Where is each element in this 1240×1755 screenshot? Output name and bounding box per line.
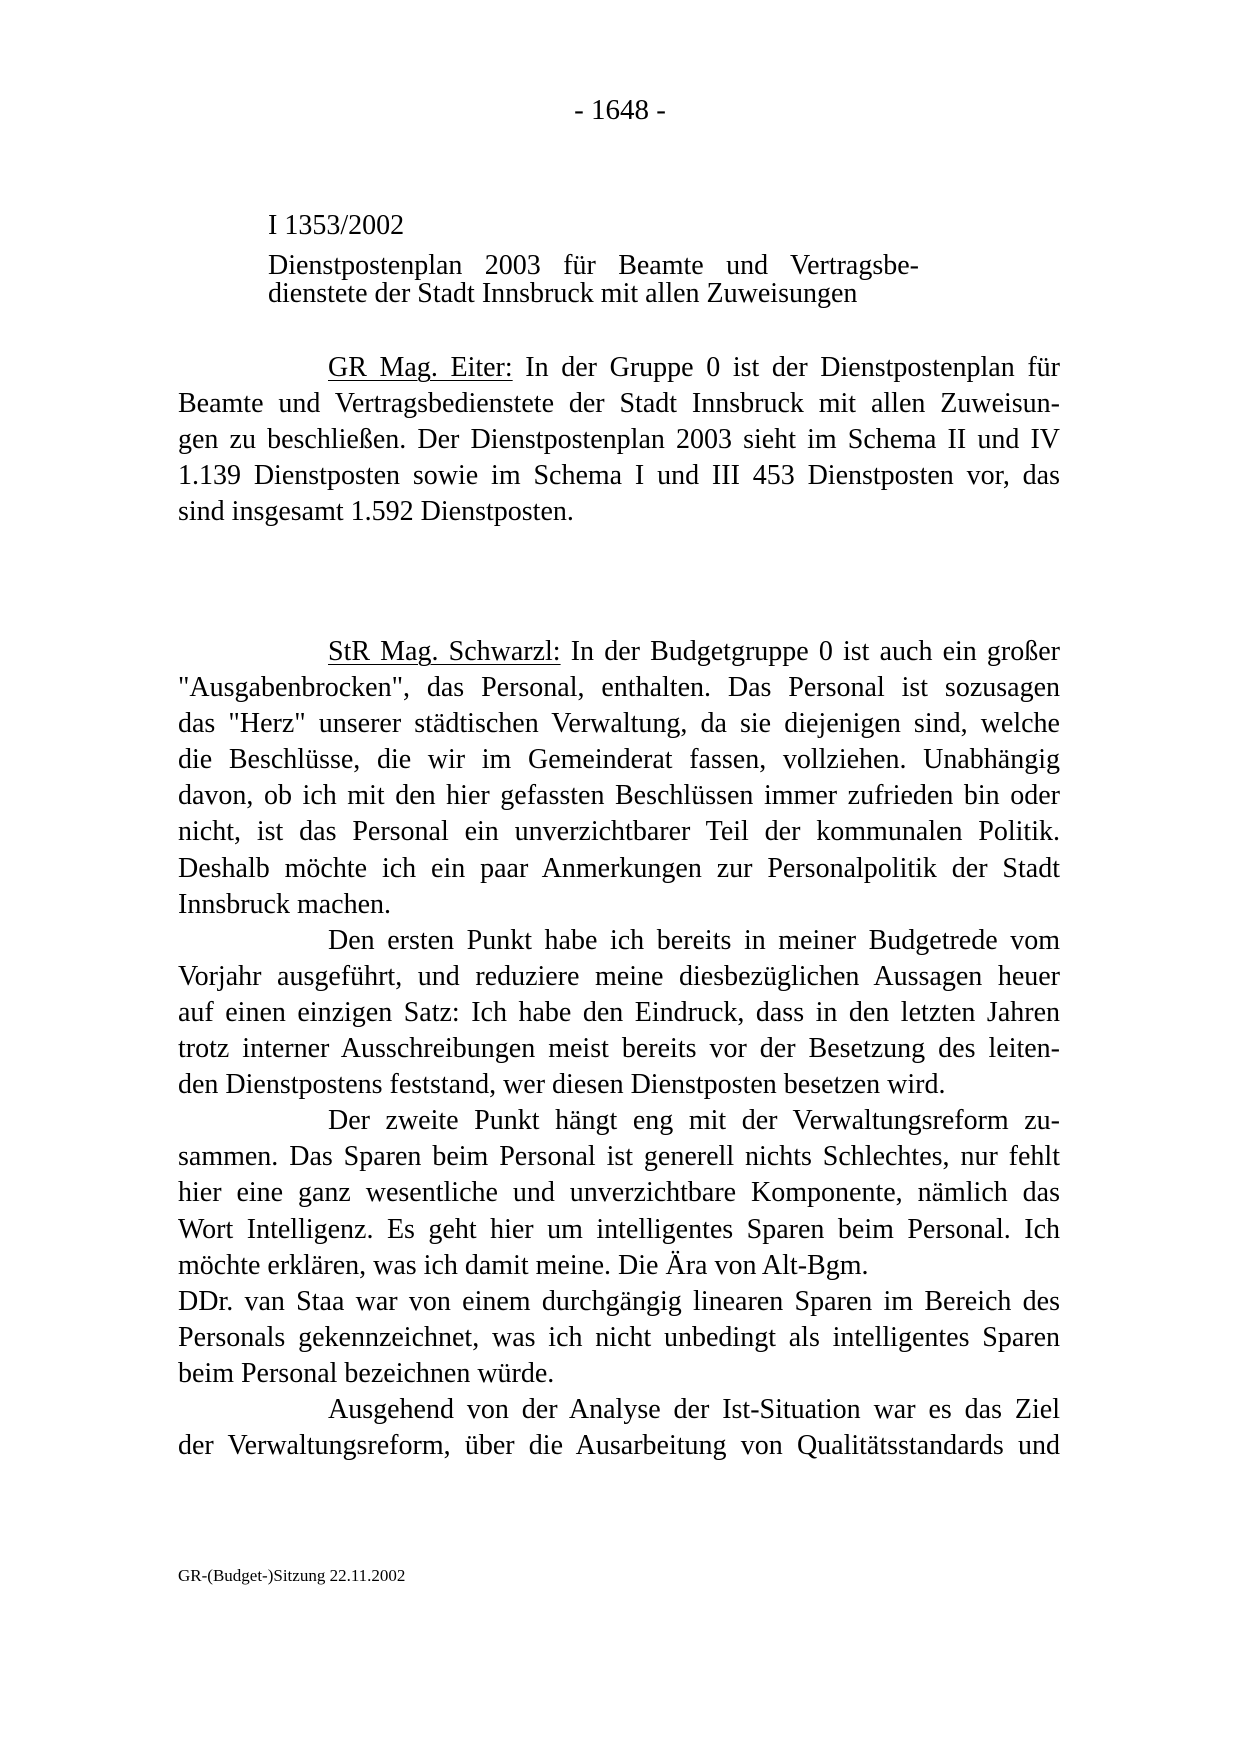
speech-line: DDr. van Staa war von einem durchgängig linearen Sparen im Bereich des <box>178 1285 1060 1317</box>
speaker-name: StR Mag. Schwarzl: <box>328 636 561 667</box>
speech-line: der Verwaltungsreform, über die Ausarbeitung von Qualitätsstandards und <box>178 1430 1060 1462</box>
speech-line <box>178 634 1060 670</box>
speech-line: Den ersten Punkt habe ich bereits in meiner Budgetrede vom <box>328 924 1060 956</box>
speech-line: Wort Intelligenz. Es geht hier um intelligentes Sparen beim Personal. Ich <box>178 1213 1060 1245</box>
speech-line: Der zweite Punkt hängt eng mit der Verwaltungsreform zu- <box>328 1105 1060 1137</box>
speech-line: beim Personal bezeichnen würde. <box>178 1357 555 1389</box>
speech-line: trotz interner Ausschreibungen meist bereits vor der Besetzung des leiten- <box>178 1033 1060 1065</box>
speech-line: 1.139 Dienstposten sowie im Schema I und III 453 Dienstposten vor, das <box>178 460 1060 492</box>
speech-eiter <box>178 350 1060 530</box>
agenda-item-title <box>268 252 919 308</box>
speech-line: sammen. Das Sparen beim Personal ist generell nichts Schlechtes, nur fehlt <box>178 1141 1060 1173</box>
speech-line: Ausgehend von der Analyse der Ist-Situation war es das Ziel <box>328 1393 1060 1425</box>
speech-line <box>178 350 1060 386</box>
agenda-item-number: I 1353/2002 <box>268 210 405 241</box>
speech-line: "Ausgabenbrocken", das Personal, enthalten. Das Personal ist sozusagen <box>178 672 1060 704</box>
speech-line: Beamte und Vertragsbedienstete der Stadt Innsbruck mit allen Zuweisun- <box>178 388 1060 420</box>
speech-line: Personals gekennzeichnet, was ich nicht unbedingt als intelligentes Sparen <box>178 1321 1060 1353</box>
speech-line: möchte erklären, was ich damit meine. Die Ära von Alt-Bgm. <box>178 1249 869 1281</box>
speech-text: In der Budgetgruppe 0 ist auch ein großer <box>560 636 1060 667</box>
speech-line: Deshalb möchte ich ein paar Anmerkungen zur Personalpolitik der Stadt <box>178 852 1060 884</box>
agenda-title-line: dienstete der Stadt Innsbruck mit allen Zuweisungen <box>268 278 858 309</box>
speech-line: hier eine ganz wesentliche und unverzichtbare Komponente, nämlich das <box>178 1177 1060 1209</box>
speaker-name: GR Mag. Eiter: <box>328 352 513 383</box>
footer-session-date: GR-(Budget-)Sitzung 22.11.2002 <box>178 1566 406 1585</box>
speech-line: Vorjahr ausgeführt, und reduziere meine diesbezüglichen Aussagen heuer <box>178 960 1060 992</box>
agenda-title-line: Dienstpostenplan 2003 für Beamte und Vertragsbe- <box>268 250 919 281</box>
speech-line: auf einen einzigen Satz: Ich habe den Eindruck, dass in den letzten Jahren <box>178 996 1060 1028</box>
speech-line: nicht, ist das Personal ein unverzichtbarer Teil der kommunalen Politik. <box>178 816 1060 848</box>
speech-line: das "Herz" unserer städtischen Verwaltung, da sie diejenigen sind, welche <box>178 708 1060 740</box>
speech-schwarzl <box>178 634 1060 1464</box>
page-number: - 1648 - <box>574 94 666 126</box>
speech-text: In der Gruppe 0 ist der Dienstpostenplan für <box>512 352 1060 383</box>
speech-line: davon, ob ich mit den hier gefassten Beschlüssen immer zufrieden bin oder <box>178 780 1060 812</box>
speech-line: gen zu beschließen. Der Dienstpostenplan 2003 sieht im Schema II und IV <box>178 424 1060 456</box>
speech-line: Innsbruck machen. <box>178 888 392 920</box>
speech-line: sind insgesamt 1.592 Dienstposten. <box>178 496 574 528</box>
speech-line: die Beschlüsse, die wir im Gemeinderat fassen, vollziehen. Unabhängig <box>178 744 1060 776</box>
speech-line: den Dienstpostens feststand, wer diesen Dienstposten besetzen wird. <box>178 1069 946 1101</box>
